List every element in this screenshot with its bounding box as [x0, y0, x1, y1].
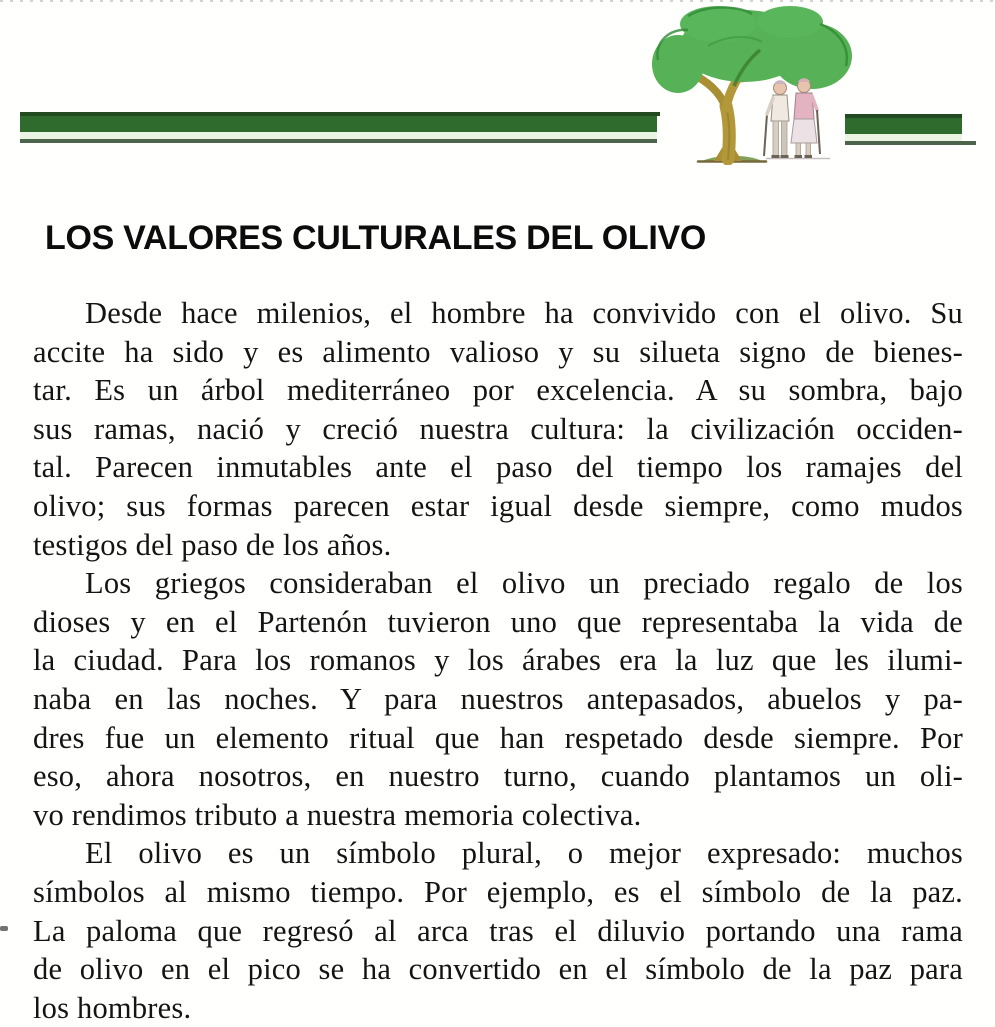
rule-bar	[20, 116, 657, 132]
text-line: sus ramas, nació y creció nuestra cultura: la civilización occiden-	[33, 411, 963, 446]
text-line: La paloma que regresó al arca tras el diluvio portando una rama	[33, 913, 963, 948]
rule-gap	[845, 134, 962, 141]
text-line: la ciudad. Para los romanos y los árabes era la luz que les ilumi-	[33, 643, 963, 678]
olive-tree-illustration	[648, 2, 856, 165]
header-rule-left	[20, 112, 657, 143]
rule-thin	[845, 141, 976, 145]
text-line: de olivo en el pico se ha convertido en el símbolo de la paz para	[33, 952, 963, 987]
article-body	[33, 294, 963, 1027]
text-line: tar. Es un árbol mediterráneo por excelencia. A su sombra, bajo	[33, 373, 963, 408]
rule-bar	[845, 118, 962, 134]
page-title: LOS VALORES CULTURALES DEL OLIVO	[45, 219, 706, 257]
paragraph-2	[33, 564, 963, 834]
text-line: olivo; sus formas parecen estar igual desde siempre, como mudos	[33, 488, 963, 523]
text-line: Los griegos consideraban el olivo un preciado regalo de los	[85, 566, 963, 601]
scan-artifact	[0, 926, 8, 931]
people-figures	[764, 78, 820, 158]
text-line: dioses y en el Partenón tuvieron uno que representaba la vida de	[33, 604, 963, 639]
paragraph-1	[33, 294, 963, 564]
text-line: símbolos al mismo tiempo. Por ejemplo, es el símbolo de la paz.	[33, 874, 963, 909]
text-line: los hombres.	[33, 990, 192, 1025]
text-line: naba en las noches. Y para nuestros antepasados, abuelos y pa-	[33, 681, 963, 716]
text-line: El olivo es un símbolo plural, o mejor expresado: muchos	[85, 836, 963, 871]
rule-thin	[20, 139, 657, 143]
text-line: dres fue un elemento ritual que han respetado desde siempre. Por	[33, 720, 963, 755]
paragraph-3	[33, 834, 963, 1027]
text-line: accite ha sido y es alimento valioso y su silueta signo de bienes-	[33, 334, 963, 369]
text-line: testigos del paso de los años.	[33, 527, 392, 562]
rule-gap	[20, 132, 657, 139]
text-line: Desde hace milenios, el hombre ha convivido con el olivo. Su	[85, 296, 963, 330]
text-line: vo rendimos tributo a nuestra memoria colectiva.	[33, 797, 642, 832]
tree-canopy	[652, 6, 852, 93]
text-line: tal. Parecen inmutables ante el paso del tiempo los ramajes del	[33, 450, 963, 485]
header-rule-right	[845, 114, 962, 145]
text-line: eso, ahora nosotros, en nuestro turno, cuando plantamos un oli-	[33, 759, 963, 794]
